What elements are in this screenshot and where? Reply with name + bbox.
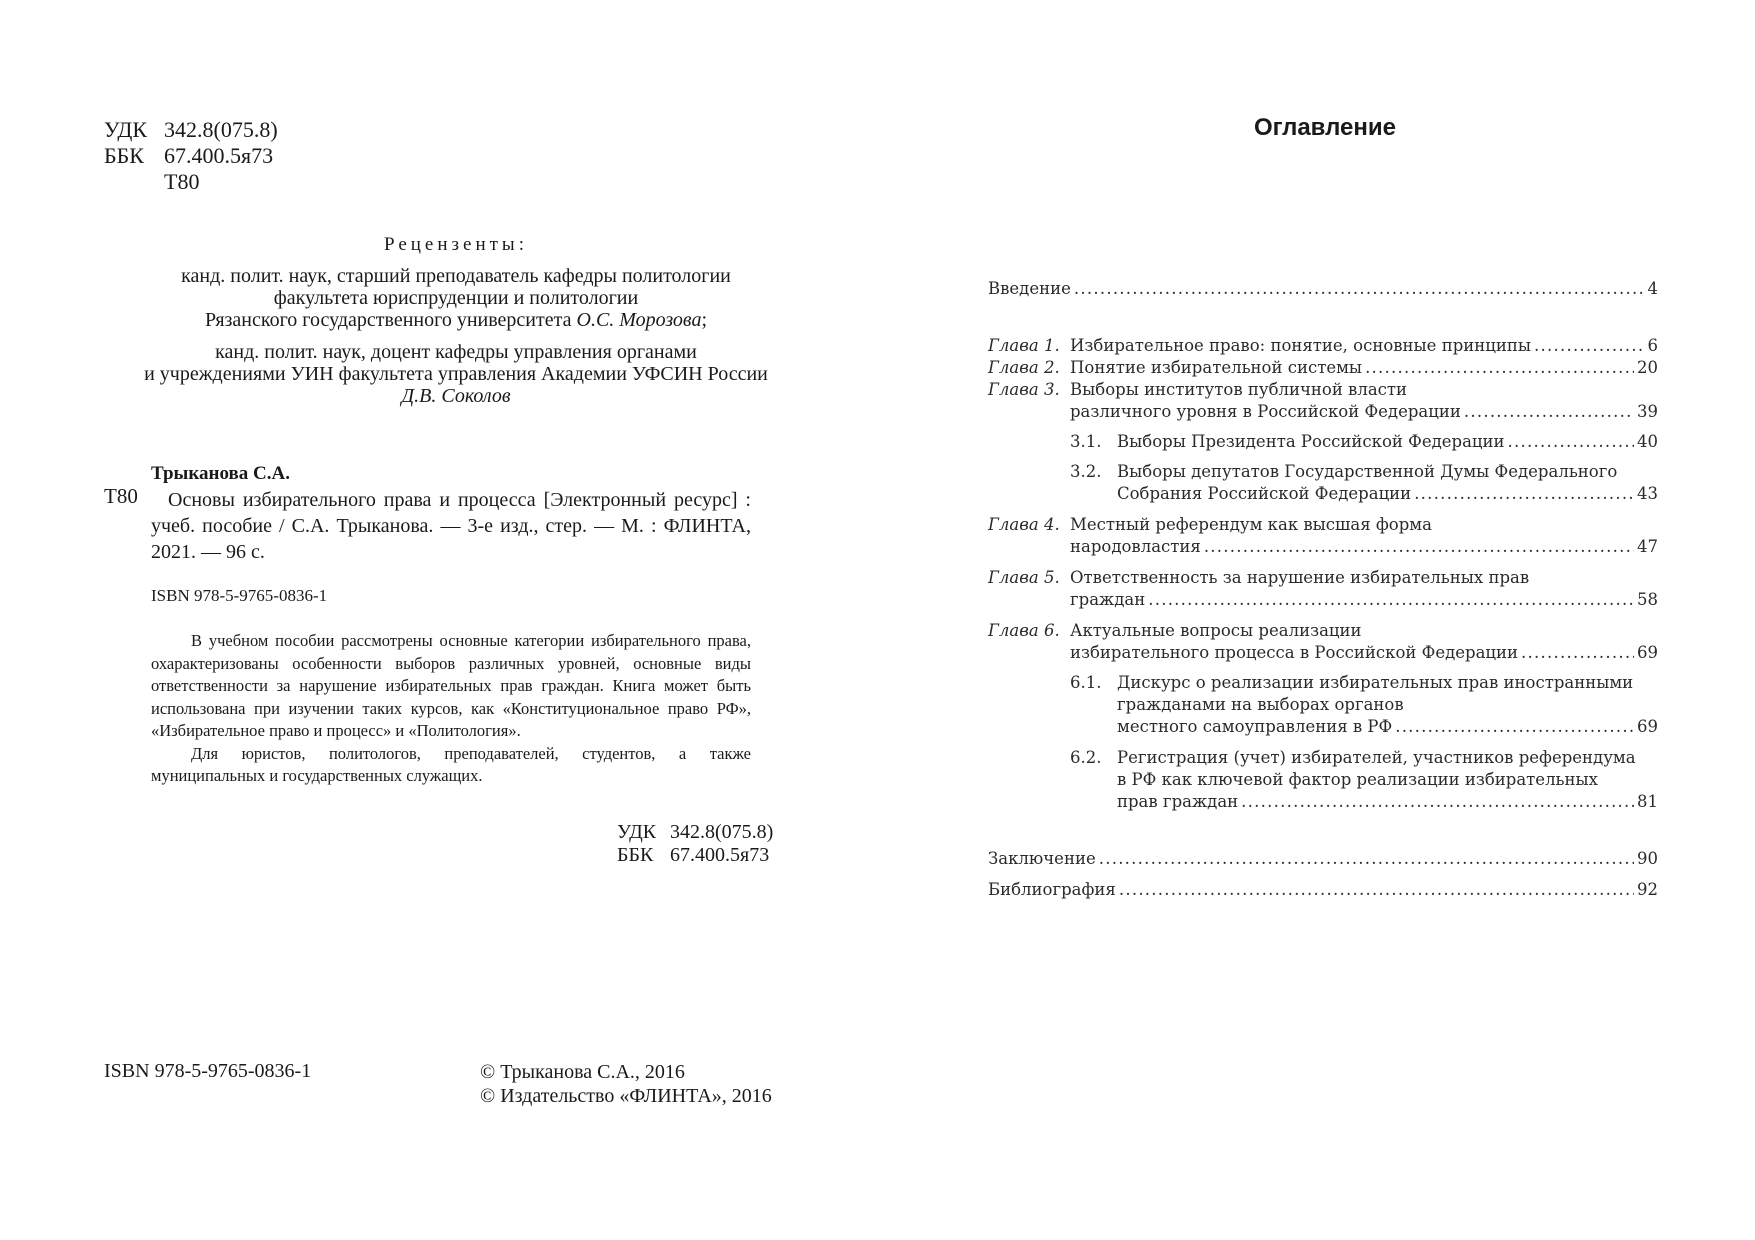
toc-chapter-label: Глава 6. [988,621,1060,640]
toc-page-number: 40 [1637,432,1658,451]
toc-page-number: 47 [1637,537,1658,556]
toc-entry-text: прав граждан [1117,792,1239,811]
toc-leader [1521,643,1634,662]
toc-entry-section-6-1-cont2[interactable] [988,717,1658,736]
toc-entry-chapter-4[interactable] [988,515,1658,534]
toc-leader [1395,717,1634,736]
toc-title: Оглавление [1254,114,1396,141]
toc-entry-chapter-3[interactable] [988,380,1658,399]
toc-entry-section-3-2-cont[interactable] [988,484,1658,503]
toc-entry-conclusion[interactable] [988,849,1658,868]
toc-section-number: 3.1. [1070,432,1102,451]
copyright-author: © Трыканова С.А., 2016 [480,1061,685,1083]
toc-entry-text: Выборы депутатов Государственной Думы Федерального [1117,462,1618,481]
annotation [151,630,751,788]
toc-entry-text: граждан [1070,590,1146,609]
toc-entry-section-6-1[interactable] [988,673,1658,692]
toc-leader [1241,792,1634,811]
toc-entry-chapter-5-cont[interactable] [988,590,1658,609]
toc-section-number: 3.2. [1070,462,1102,481]
bibliographic-description [151,487,751,565]
catalog-codes [617,821,773,867]
toc-leader [1074,279,1645,298]
toc-entry-text: Собрания Российской Федерации [1117,484,1412,503]
toc-entry-text: гражданами на выборах органов [1117,695,1404,714]
toc-chapter-label: Глава 5. [988,568,1060,587]
toc-leader [1508,432,1634,451]
toc-leader [1204,537,1634,556]
toc-entry-text: Дискурс о реализации избирательных прав иностранными [1117,673,1634,692]
toc-leader [1534,336,1645,355]
toc-entry-section-6-2-cont2[interactable] [988,792,1658,811]
toc-leader [1119,880,1634,899]
toc-entry-section-3-1[interactable] [988,432,1658,451]
toc-entry-text: Заключение [988,849,1096,868]
udk-label: УДК [104,117,148,142]
toc-entry-chapter-5[interactable] [988,568,1658,587]
reviewer-1-trail: ; [701,309,708,331]
reviewer-1-line2: факультета юриспруденции и политологии [273,287,639,309]
toc-page-number: 90 [1637,849,1658,868]
catalog-isbn: ISBN 978-5-9765-0836-1 [151,586,328,605]
toc-entry-chapter-2[interactable] [988,358,1658,377]
toc-entry-text: Понятие избирательной системы [1070,358,1363,377]
toc-entry-text: Актуальные вопросы реализации [1070,621,1362,640]
reviewer-1-line3: Рязанского государственного университета [204,309,572,331]
toc-page-number: 81 [1637,792,1658,811]
toc-leader [1414,484,1634,503]
toc-page-number: 92 [1637,880,1658,899]
toc-chapter-label: Глава 2. [988,358,1060,377]
toc-chapter-label: Глава 1. [988,336,1060,355]
toc-entry-chapter-1[interactable] [988,336,1658,355]
annotation-paragraph-1: В учебном пособии рассмотрены основные категории избирательного права, охарактеризованы особенности выборов различных уровней, основные виды ответственности за нарушение избирательных прав граждан. Книга может быть использована при изучении таких курсов, как «Конституциональное право РФ», «Избирательное право и процесс» и «Политология». [151,631,751,740]
copyright-publisher: © Издательство «ФЛИНТА», 2016 [480,1085,772,1107]
toc-chapter-label: Глава 4. [988,515,1060,534]
toc-entry-chapter-6-cont[interactable] [988,643,1658,662]
toc-leader [1099,849,1634,868]
toc-entry-section-6-2[interactable] [988,748,1658,767]
toc-entry-text: Выборы Президента Российской Федерации [1117,432,1505,451]
reviewer-2 [110,341,802,407]
toc-leader [1464,402,1634,421]
toc-entry-text: народовластия [1070,537,1201,556]
bbk-value: 67.400.5я73 [164,143,274,168]
catalog-udk-value: 342.8(075.8) [670,821,774,843]
toc-page-number: 43 [1637,484,1658,503]
catalog-bbk-label: ББК [617,844,654,866]
toc-entry-chapter-6[interactable] [988,621,1658,640]
toc-entry-text: Ответственность за нарушение избирательных прав [1070,568,1530,587]
toc-page-number: 39 [1637,402,1658,421]
toc-entry-section-3-2[interactable] [988,462,1658,481]
toc-section-number: 6.1. [1070,673,1102,692]
reviewer-1 [110,265,802,331]
toc-entry-text: различного уровня в Российской Федерации [1070,402,1461,421]
footer-isbn: ISBN 978-5-9765-0836-1 [104,1060,312,1082]
toc-page-number: 4 [1647,279,1658,298]
toc-entry-chapter-4-cont[interactable] [988,537,1658,556]
toc-entry-section-6-1-cont[interactable] [988,695,1658,714]
reviewers-heading: Рецензенты: [384,234,528,255]
catalog-udk-label: УДК [617,821,657,843]
catalog-bbk-value: 67.400.5я73 [670,844,770,866]
reviewer-1-line1: канд. полит. наук, старший преподаватель кафедры политологии [181,265,731,287]
toc-leader [1148,590,1634,609]
toc-page-number: 69 [1637,717,1658,736]
author-mark: Т80 [164,169,200,194]
toc-entry-text: Регистрация (учет) избирателей, участников референдума [1117,748,1636,767]
toc-page-number: 6 [1647,336,1658,355]
toc-entry-text: местного самоуправления в РФ [1117,717,1393,736]
toc-entry-text: Библиография [988,880,1116,899]
reviewer-1-name: О.С. Морозова [576,309,702,331]
classification-codes [104,117,278,195]
bibliographic-text: Основы избирательного права и процесса [Электронный ресурс] : учеб. пособие / С.А. Трыканова. — 3-е изд., стер. — М. : ФЛИНТА, 2021. — 96 с. [151,489,751,563]
toc-entry-text: в РФ как ключевой фактор реализации избирательных [1117,770,1598,789]
reviewer-2-name: Д.В. Соколов [401,385,511,407]
toc-page-number: 20 [1637,358,1658,377]
catalog-author: Трыканова С.А. [151,463,290,484]
toc-chapter-label: Глава 3. [988,380,1060,399]
udk-value: 342.8(075.8) [164,117,278,142]
toc-entry-intro[interactable] [988,279,1658,298]
toc-leader [1365,358,1634,377]
toc-entry-text: Введение [988,279,1071,298]
toc-page-number: 58 [1637,590,1658,609]
toc-entry-text: Избирательное право: понятие, основные принципы [1070,336,1531,355]
reviewer-2-line2: и учреждениями УИН факультета управления Академии УФСИН России [144,363,768,385]
catalog-author-mark: Т80 [104,484,138,508]
toc-entry-text: Выборы институтов публичной власти [1070,380,1408,399]
copyright-block [480,1060,772,1108]
bbk-label: ББК [104,143,144,168]
toc-section-number: 6.2. [1070,748,1102,767]
toc-entry-text: избирательного процесса в Российской Федерации [1070,643,1519,662]
reviewer-2-line1: канд. полит. наук, доцент кафедры управления органами [215,341,697,363]
toc-entry-bibliography[interactable] [988,880,1658,899]
toc-entry-chapter-3-cont[interactable] [988,402,1658,421]
toc-entry-section-6-2-cont[interactable] [988,770,1658,789]
toc-page-number: 69 [1637,643,1658,662]
toc-entry-text: Местный референдум как высшая форма [1070,515,1432,534]
annotation-paragraph-2: Для юристов, политологов, преподавателей, студентов, а также муниципальных и государственных служащих. [151,743,751,785]
